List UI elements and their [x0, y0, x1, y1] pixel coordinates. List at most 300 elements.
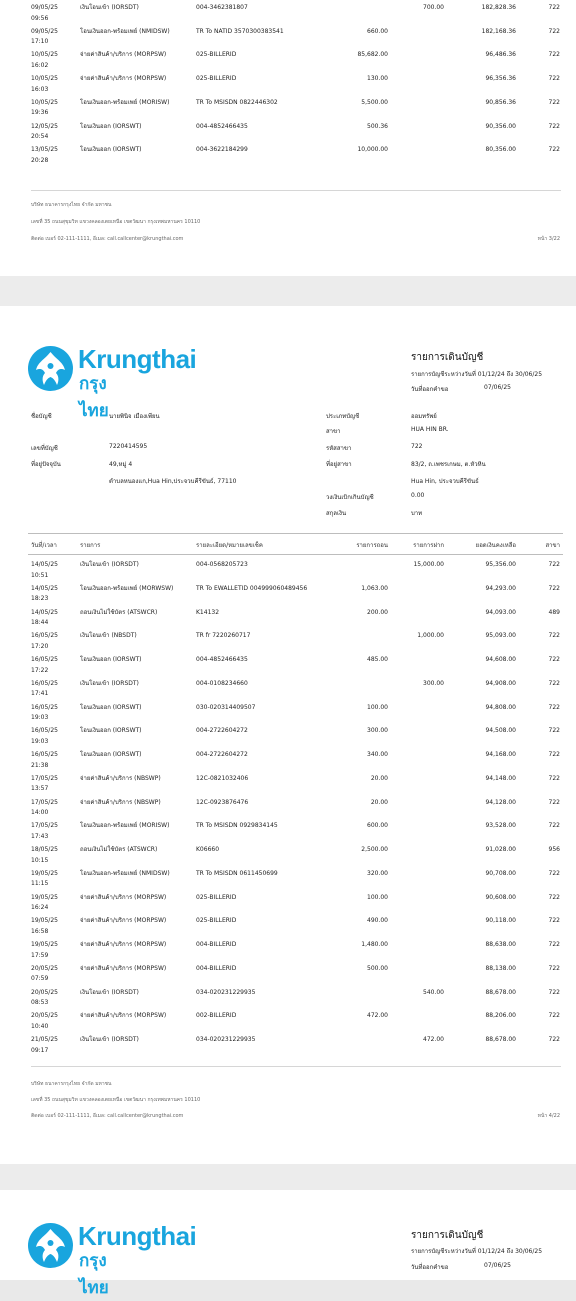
cell-description: จ่ายค่าสินค้า/บริการ (MORPSW) — [80, 941, 167, 948]
cell-description: ถอนเงินไม่ใช้บัตร (ATSWCR) — [80, 846, 158, 853]
cell-balance: 96,486.36 — [485, 51, 516, 59]
cell-time: 19:36 — [31, 109, 49, 117]
cell-balance: 96,356.36 — [485, 75, 516, 83]
table-row — [0, 869, 576, 893]
table-row — [0, 1011, 576, 1035]
cell-deposit: 300.00 — [423, 679, 444, 687]
account-type-label: ประเภทบัญชี — [326, 413, 360, 420]
cell-branch: 956 — [548, 846, 560, 853]
footer-company: บริษัท ธนาคารกรุงไทย จำกัด มหาชน — [31, 202, 112, 208]
branch-code-value: 722 — [411, 443, 423, 450]
account-type-value: ออมทรัพย์ — [411, 413, 437, 420]
cell-datetime — [31, 821, 67, 842]
cell-description: เงินโอนเข้า (IORSDT) — [80, 4, 139, 11]
column-header-withdrawal: รายการถอน — [356, 542, 388, 549]
overdraft-value: 0.00 — [411, 492, 425, 499]
cell-reference: TR To NATID 3570300383541 — [196, 27, 284, 35]
cell-datetime — [31, 726, 67, 747]
cell-reference: 002-BILLERID — [196, 1012, 237, 1020]
cell-withdrawal: 1,063.00 — [361, 584, 388, 592]
table-row — [0, 798, 576, 822]
address-line-1: 49,หมู่ 4 — [109, 461, 133, 468]
statement-period — [411, 369, 542, 379]
cell-description: โอนเงินออก (IORSWT) — [80, 703, 142, 711]
table-row — [0, 821, 576, 845]
table-row — [0, 560, 576, 584]
cell-reference: 004-2722604272 — [196, 751, 248, 758]
statement-title: รายการเดินบัญชี — [411, 352, 484, 363]
cell-reference: TR To MSISDN 0611450699 — [196, 869, 278, 877]
cell-deposit: 700.00 — [423, 4, 444, 11]
cell-datetime — [31, 655, 67, 676]
cell-withdrawal: 485.00 — [367, 656, 388, 663]
cell-description: จ่ายค่าสินค้า/บริการ (MORPSW) — [80, 964, 167, 972]
page-gap — [0, 1164, 576, 1190]
cell-branch: 722 — [548, 75, 560, 83]
cell-balance: 90,356.00 — [485, 122, 516, 130]
statement-title: รายการเดินบัญชี — [411, 1230, 484, 1241]
cell-datetime — [31, 916, 67, 937]
cell-balance: 94,808.00 — [485, 703, 516, 711]
cell-date: 17/05/25 — [31, 774, 58, 782]
cell-branch: 722 — [548, 751, 560, 758]
cell-datetime — [31, 893, 67, 914]
bank-name-en: Krungthai — [78, 344, 197, 374]
cell-time: 18:23 — [31, 595, 49, 603]
cell-datetime — [31, 50, 67, 71]
cell-reference: TR To EWALLETID 004999060489456 — [196, 584, 308, 592]
table-row — [0, 916, 576, 940]
cell-branch: 722 — [548, 561, 560, 568]
cell-withdrawal: 660.00 — [367, 27, 388, 35]
cell-branch: 722 — [548, 941, 560, 948]
table-row — [0, 893, 576, 917]
cell-time: 16:03 — [31, 85, 49, 93]
page-gap — [0, 276, 576, 306]
cell-withdrawal: 20.00 — [370, 774, 388, 782]
cell-description: โอนเงินออก-พร้อมเพย์ (NMIDSW) — [80, 27, 170, 35]
currency-label: สกุลเงิน — [326, 510, 347, 517]
statement-page-5 — [0, 1190, 576, 1298]
cell-time: 08:53 — [31, 999, 49, 1006]
cell-date: 18/05/25 — [31, 846, 58, 853]
cell-branch: 722 — [548, 822, 560, 830]
cell-time: 19:03 — [31, 714, 49, 721]
footer-contact: ติดต่อ เบอร์ 02-111-1111, อีเมล: call.callcenter@krungthai.com — [31, 236, 184, 242]
cell-time: 11:15 — [31, 880, 49, 888]
bank-name-en: Krungthai — [78, 1221, 197, 1251]
branch-code-label: รหัสสาขา — [326, 445, 352, 452]
cell-branch: 722 — [548, 122, 560, 130]
overdraft-label: วงเงินเบิกเกินบัญชี — [326, 494, 374, 501]
column-header-reference: รายละเอียด/หมายเลขเช็ค — [196, 542, 263, 549]
cell-datetime — [31, 608, 67, 629]
statement-page-4 — [0, 306, 576, 1164]
cell-balance: 94,128.00 — [485, 798, 516, 806]
cell-date: 19/05/25 — [31, 893, 58, 901]
cell-time: 17:43 — [31, 832, 49, 840]
branch-address-label: ที่อยู่สาขา — [326, 461, 352, 468]
cell-balance: 88,678.00 — [485, 988, 516, 996]
cell-time: 19:03 — [31, 737, 49, 745]
cell-withdrawal: 320.00 — [367, 869, 388, 877]
cell-withdrawal: 300.00 — [367, 727, 388, 735]
cell-description: เงินโอนเข้า (IORSDT) — [80, 1036, 139, 1043]
cell-reference: TR fr 7220260717 — [196, 632, 251, 640]
cell-deposit: 472.00 — [423, 1036, 444, 1043]
cell-datetime — [31, 798, 67, 819]
cell-datetime — [31, 584, 67, 605]
table-row — [0, 988, 576, 1012]
cell-description: จ่ายค่าสินค้า/บริการ (MORPSW) — [80, 893, 167, 901]
issued-date-value: 07/06/25 — [484, 384, 511, 391]
cell-time: 18:44 — [31, 619, 49, 626]
cell-time: 17:41 — [31, 690, 49, 698]
cell-balance: 94,293.00 — [485, 584, 516, 592]
cell-balance: 90,118.00 — [485, 917, 516, 925]
cell-description: เงินโอนเข้า (IORSDT) — [80, 679, 139, 687]
cell-datetime — [31, 3, 67, 24]
cell-description: จ่ายค่าสินค้า/บริการ (NBSWP) — [80, 774, 161, 782]
cell-date: 17/05/25 — [31, 798, 58, 806]
cell-balance: 94,168.00 — [485, 751, 516, 758]
table-row — [0, 98, 576, 122]
table-row — [0, 845, 576, 869]
table-top-divider — [28, 533, 563, 534]
cell-branch: 722 — [548, 146, 560, 154]
cell-datetime — [31, 703, 67, 724]
cell-datetime — [31, 845, 67, 866]
cell-reference: K06660 — [196, 846, 220, 853]
cell-reference: 034-020231229935 — [196, 988, 256, 996]
statement-period-label: รายการบัญชีระหว่างวันที่ — [411, 371, 476, 378]
cell-datetime — [31, 964, 67, 985]
address-line-2: ตำบลหนองแก,Hua Hin,ประจวบคีรีขันธ์, 77110 — [109, 478, 237, 485]
cell-description: ถอนเงินไม่ใช้บัตร (ATSWCR) — [80, 608, 158, 616]
cell-date: 16/05/25 — [31, 679, 58, 687]
issued-date-value: 07/06/25 — [484, 1262, 511, 1269]
cell-description: โอนเงินออก-พร้อมเพย์ (MORWSW) — [80, 584, 174, 592]
cell-balance: 88,138.00 — [485, 964, 516, 972]
cell-reference: TR To MSISDN 0929834145 — [196, 822, 278, 830]
column-header-description: รายการ — [80, 542, 101, 549]
branch-address-line-2: Hua Hin, ประจวบคีรีขันธ์ — [411, 478, 479, 485]
cell-time: 13:57 — [31, 785, 49, 793]
column-header-deposit: รายการฝาก — [413, 542, 444, 549]
issued-date-label: วันที่ออกคำขอ — [411, 386, 449, 393]
cell-branch: 722 — [548, 4, 560, 11]
cell-balance: 90,708.00 — [485, 869, 516, 877]
table-row — [0, 608, 576, 632]
table-row — [0, 122, 576, 146]
cell-reference: 034-020231229935 — [196, 1036, 256, 1043]
cell-withdrawal: 85,682.00 — [357, 51, 388, 59]
cell-withdrawal: 10,000.00 — [357, 146, 388, 154]
cell-date: 16/05/25 — [31, 751, 58, 758]
cell-datetime — [31, 774, 67, 795]
cell-datetime — [31, 74, 67, 95]
cell-withdrawal: 100.00 — [367, 893, 388, 901]
cell-datetime — [31, 560, 67, 581]
currency-value: บาท — [411, 510, 423, 517]
cell-balance: 182,828.36 — [481, 4, 516, 11]
cell-description: โอนเงินออก (IORSWT) — [80, 122, 142, 130]
cell-branch: 489 — [548, 608, 560, 616]
table-row — [0, 1035, 576, 1059]
footer-address: เลขที่ 35 ถนนสุขุมวิท แขวงคลองเตยเหนือ เขตวัฒนา กรุงเทพมหานคร 10110 — [31, 219, 201, 225]
cell-description: จ่ายค่าสินค้า/บริการ (MORPSW) — [80, 75, 167, 83]
cell-balance: 94,608.00 — [485, 656, 516, 663]
cell-time: 14:00 — [31, 809, 49, 816]
cell-branch: 722 — [548, 98, 560, 106]
cell-date: 10/05/25 — [31, 51, 58, 59]
branch-label: สาขา — [326, 428, 341, 435]
cell-reference: 004-3622184299 — [196, 146, 248, 154]
cell-branch: 722 — [548, 656, 560, 663]
cell-reference: 004-0108234660 — [196, 679, 248, 687]
cell-datetime — [31, 1011, 67, 1032]
cell-branch: 722 — [548, 51, 560, 59]
cell-time: 16:24 — [31, 904, 49, 911]
cell-balance: 94,148.00 — [485, 774, 516, 782]
column-header-datetime: วันที่/เวลา — [31, 542, 57, 549]
cell-datetime — [31, 679, 67, 700]
cell-reference: 004-3462381807 — [196, 4, 248, 11]
footer-contact: ติดต่อ เบอร์ 02-111-1111, อีเมล: call.callcenter@krungthai.com — [31, 1113, 184, 1119]
cell-description: โอนเงินออก (IORSWT) — [80, 727, 142, 735]
cell-datetime — [31, 988, 67, 1009]
cell-time: 07:59 — [31, 975, 49, 983]
cell-time: 10:15 — [31, 856, 49, 864]
cell-reference: TR To MSISDN 0822446302 — [196, 98, 278, 106]
cell-time: 17:59 — [31, 951, 49, 959]
cell-branch: 722 — [548, 988, 560, 996]
cell-date: 19/05/25 — [31, 941, 58, 948]
cell-reference: 004-4852466435 — [196, 122, 248, 130]
cell-datetime — [31, 940, 67, 961]
cell-description: จ่ายค่าสินค้า/บริการ (NBSWP) — [80, 798, 161, 806]
cell-reference: 004-4852466435 — [196, 656, 248, 663]
cell-withdrawal: 340.00 — [367, 751, 388, 758]
cell-time: 10:40 — [31, 1022, 49, 1030]
cell-description: จ่ายค่าสินค้า/บริการ (MORPSW) — [80, 51, 167, 59]
cell-balance: 94,093.00 — [485, 608, 516, 616]
cell-date: 20/05/25 — [31, 1012, 58, 1020]
cell-date: 14/05/25 — [31, 584, 58, 592]
cell-time: 20:28 — [31, 156, 49, 164]
statement-page-3 — [0, 0, 576, 276]
cell-withdrawal: 500.00 — [367, 964, 388, 972]
cell-branch: 722 — [548, 869, 560, 877]
cell-date: 14/05/25 — [31, 561, 58, 568]
table-row — [0, 3, 576, 27]
cell-balance: 94,908.00 — [485, 679, 516, 687]
footer-divider — [31, 1066, 561, 1067]
krungthai-emblem-icon — [28, 1223, 73, 1268]
footer-company: บริษัท ธนาคารกรุงไทย จำกัด มหาชน — [31, 1081, 112, 1087]
address-label: ที่อยู่ปัจจุบัน — [31, 461, 61, 468]
cell-time: 21:38 — [31, 761, 49, 769]
cell-reference: K14132 — [196, 608, 220, 616]
table-row — [0, 679, 576, 703]
table-row — [0, 27, 576, 51]
cell-time: 16:02 — [31, 61, 49, 69]
cell-date: 09/05/25 — [31, 4, 58, 11]
issued-date-label: วันที่ออกคำขอ — [411, 1264, 449, 1271]
cell-description: เงินโอนเข้า (NBSDT) — [80, 632, 137, 640]
cell-description: โอนเงินออก-พร้อมเพย์ (MORISW) — [80, 822, 170, 830]
cell-datetime — [31, 27, 67, 48]
cell-date: 17/05/25 — [31, 822, 58, 830]
cell-balance: 88,638.00 — [485, 941, 516, 948]
cell-description: โอนเงินออก (IORSWT) — [80, 751, 142, 758]
cell-balance: 80,356.00 — [485, 146, 516, 154]
cell-date: 10/05/25 — [31, 75, 58, 83]
cell-balance: 90,608.00 — [485, 893, 516, 901]
branch-value: HUA HIN BR. — [411, 426, 449, 433]
cell-withdrawal: 2,500.00 — [361, 846, 388, 853]
cell-balance: 93,528.00 — [485, 822, 516, 830]
table-row — [0, 584, 576, 608]
bank-name-th: กรุงไทย — [79, 1251, 109, 1298]
cell-branch: 722 — [548, 679, 560, 687]
table-row — [0, 726, 576, 750]
cell-reference: 025-BILLERID — [196, 917, 237, 925]
cell-branch: 722 — [548, 774, 560, 782]
cell-withdrawal: 600.00 — [367, 822, 388, 830]
account-name-label: ชื่อบัญชี — [31, 413, 52, 420]
cell-date: 09/05/25 — [31, 27, 58, 35]
cell-branch: 722 — [548, 917, 560, 925]
account-name-value: นายพินิจ เมืองเพียน — [109, 413, 160, 420]
cell-balance: 91,028.00 — [485, 846, 516, 853]
cell-withdrawal: 5,500.00 — [361, 98, 388, 106]
cell-time: 16:58 — [31, 927, 49, 935]
cell-time: 17:20 — [31, 642, 49, 650]
cell-reference: 025-BILLERID — [196, 51, 237, 59]
table-row — [0, 703, 576, 727]
cell-time: 09:17 — [31, 1046, 49, 1054]
cell-balance: 94,508.00 — [485, 727, 516, 735]
cell-description: โอนเงินออก-พร้อมเพย์ (NMIDSW) — [80, 869, 170, 877]
cell-reference: 004-2722604272 — [196, 727, 248, 735]
table-row — [0, 964, 576, 988]
cell-datetime — [31, 750, 67, 771]
footer-address: เลขที่ 35 ถนนสุขุมวิท แขวงคลองเตยเหนือ เขตวัฒนา กรุงเทพมหานคร 10110 — [31, 1097, 201, 1103]
cell-date: 16/05/25 — [31, 632, 58, 640]
cell-datetime — [31, 122, 67, 143]
krungthai-emblem-icon — [28, 346, 73, 391]
cell-balance: 95,356.00 — [485, 561, 516, 568]
cell-description: จ่ายค่าสินค้า/บริการ (MORPSW) — [80, 1012, 167, 1020]
cell-description: เงินโอนเข้า (IORSDT) — [80, 988, 139, 996]
statement-period — [411, 1246, 542, 1256]
cell-balance: 88,206.00 — [485, 1012, 516, 1020]
cell-branch: 722 — [548, 798, 560, 806]
cell-description: โอนเงินออก-พร้อมเพย์ (MORISW) — [80, 98, 170, 106]
cell-time: 17:10 — [31, 38, 49, 46]
cell-balance: 90,856.36 — [485, 98, 516, 106]
cell-reference: 025-BILLERID — [196, 893, 237, 901]
cell-description: โอนเงินออก (IORSWT) — [80, 146, 142, 154]
statement-period-label: รายการบัญชีระหว่างวันที่ — [411, 1248, 476, 1255]
cell-date: 10/05/25 — [31, 98, 58, 106]
cell-datetime — [31, 1035, 67, 1056]
cell-deposit: 540.00 — [423, 988, 444, 996]
cell-reference: 12C-0821032406 — [196, 774, 249, 782]
cell-reference: 004-BILLERID — [196, 941, 237, 948]
cell-balance: 182,168.36 — [481, 27, 516, 35]
statement-period-value: 01/12/24 ถึง 30/06/25 — [477, 371, 543, 378]
cell-time: 10:51 — [31, 571, 49, 579]
cell-datetime — [31, 145, 67, 166]
account-number-label: เลขที่บัญชี — [31, 445, 58, 452]
cell-date: 12/05/25 — [31, 122, 58, 130]
table-row — [0, 655, 576, 679]
cell-reference: 004-0568205723 — [196, 561, 248, 568]
cell-time: 09:56 — [31, 14, 49, 22]
cell-branch: 722 — [548, 1012, 560, 1020]
cell-withdrawal: 500.36 — [367, 122, 388, 130]
table-row — [0, 750, 576, 774]
cell-branch: 722 — [548, 893, 560, 901]
cell-description: เงินโอนเข้า (IORSDT) — [80, 561, 139, 568]
cell-withdrawal: 20.00 — [370, 798, 388, 806]
cell-branch: 722 — [548, 703, 560, 711]
cell-datetime — [31, 98, 67, 119]
page-number: หน้า 4/22 — [537, 1113, 560, 1119]
cell-description: จ่ายค่าสินค้า/บริการ (MORPSW) — [80, 917, 167, 925]
table-row — [0, 940, 576, 964]
branch-address-line-1: 83/2, ถ.เพชรเกษม, ต.หัวหิน — [411, 461, 486, 468]
cell-withdrawal: 200.00 — [367, 608, 388, 616]
cell-balance: 88,678.00 — [485, 1036, 516, 1043]
cell-branch: 722 — [548, 1036, 560, 1043]
page-number: หน้า 3/22 — [537, 236, 560, 242]
cell-date: 14/05/25 — [31, 608, 58, 616]
cell-branch: 722 — [548, 632, 560, 640]
cell-reference: 12C-0923876476 — [196, 798, 249, 806]
table-row — [0, 74, 576, 98]
cell-datetime — [31, 631, 67, 652]
cell-date: 19/05/25 — [31, 869, 58, 877]
column-header-balance: ยอดเงินคงเหลือ — [475, 542, 516, 549]
cell-date: 16/05/25 — [31, 727, 58, 735]
cell-branch: 722 — [548, 584, 560, 592]
table-row — [0, 50, 576, 74]
cell-withdrawal: 472.00 — [367, 1012, 388, 1020]
cell-withdrawal: 130.00 — [367, 75, 388, 83]
cell-time: 17:22 — [31, 666, 49, 674]
cell-balance: 95,093.00 — [485, 632, 516, 640]
table-row — [0, 774, 576, 798]
footer-divider — [31, 190, 561, 191]
cell-date: 20/05/25 — [31, 964, 58, 972]
table-row — [0, 631, 576, 655]
cell-date: 13/05/25 — [31, 146, 58, 154]
cell-time: 20:54 — [31, 133, 49, 140]
cell-deposit: 15,000.00 — [413, 561, 444, 568]
cell-branch: 722 — [548, 964, 560, 972]
cell-date: 16/05/25 — [31, 656, 58, 663]
cell-date: 16/05/25 — [31, 703, 58, 711]
cell-description: โอนเงินออก (IORSWT) — [80, 656, 142, 663]
column-header-branch: สาขา — [545, 542, 560, 549]
cell-reference: 025-BILLERID — [196, 75, 237, 83]
cell-withdrawal: 490.00 — [367, 917, 388, 925]
cell-date: 21/05/25 — [31, 1036, 58, 1043]
statement-period-value: 01/12/24 ถึง 30/06/25 — [477, 1248, 543, 1255]
